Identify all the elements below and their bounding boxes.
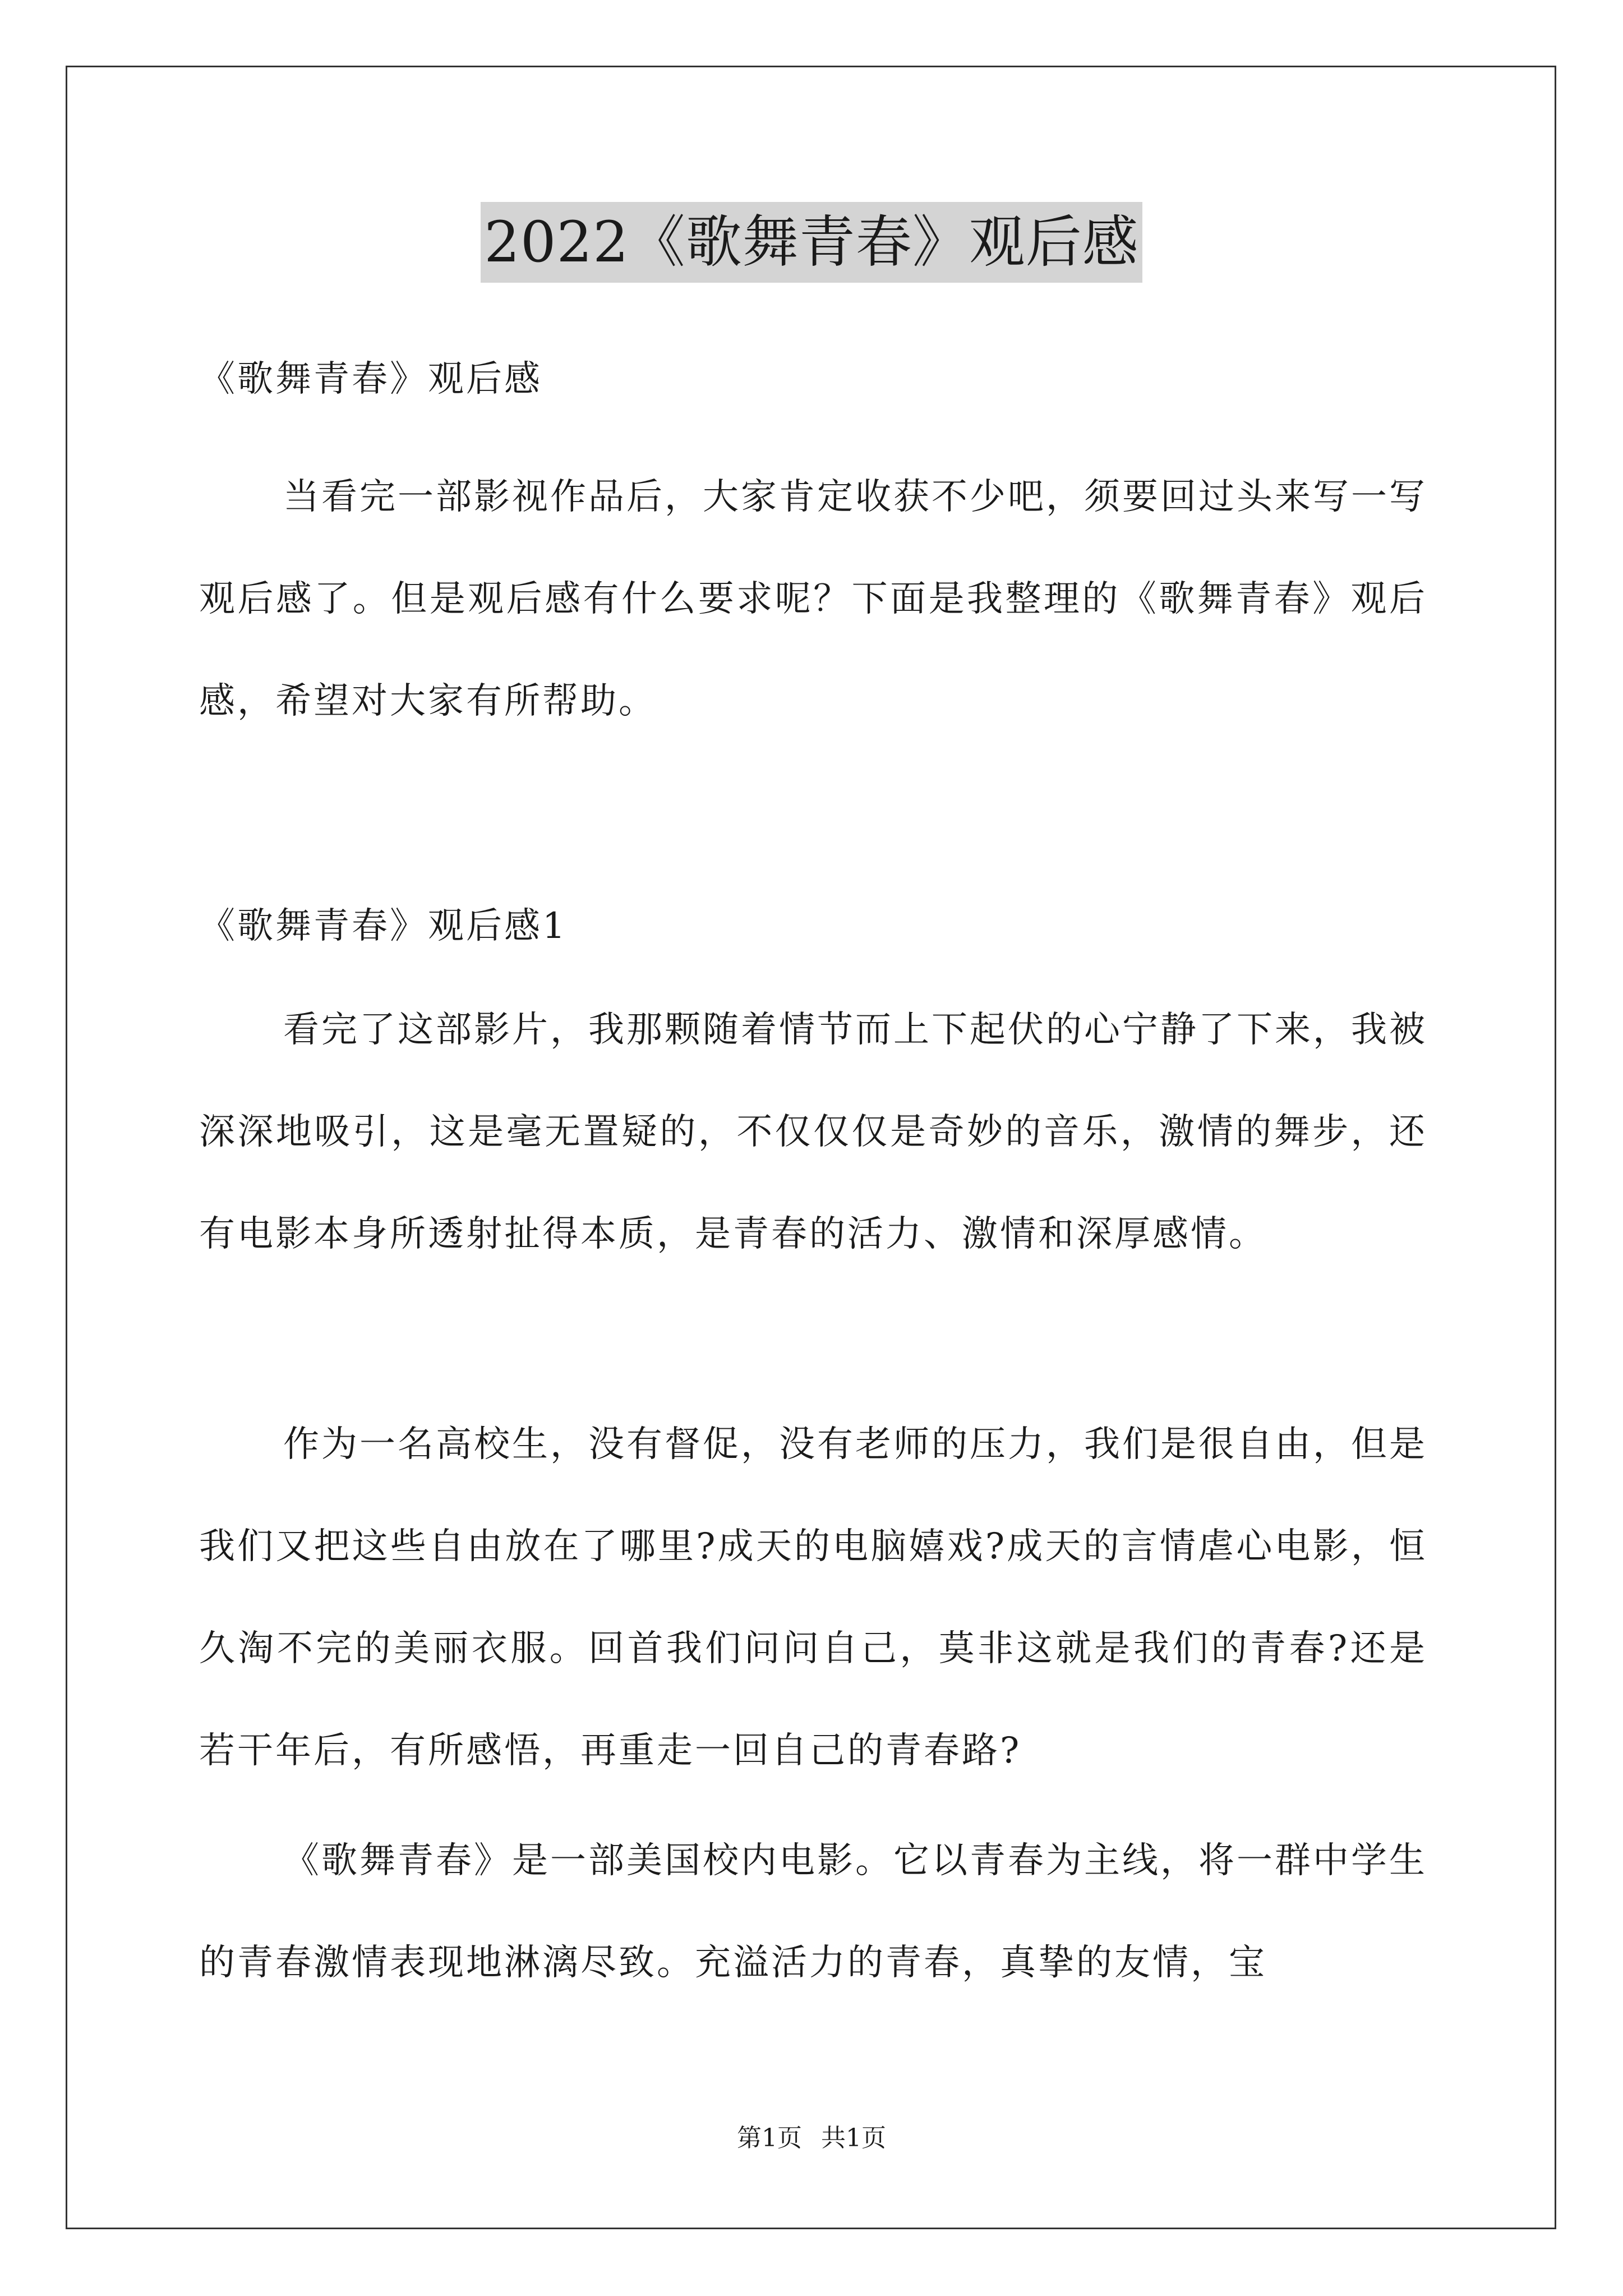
page-footer [0, 2122, 1623, 2155]
body-paragraph-3: 《歌舞青春》是一部美国校内电影。它以青春为主线，将一群中学生的青春激情表现地淋漓尽致。充溢活力的青春，真挚的友情，宝 [199, 1840, 1427, 1984]
page-total: 共1页 [821, 2124, 886, 2152]
document-title: 2022《歌舞青春》观后感 [481, 202, 1142, 283]
section-heading-1: 《歌舞青春》观后感1 [199, 905, 568, 947]
subtitle-heading: 《歌舞青春》观后感 [199, 358, 542, 400]
page-number: 第1页 [737, 2124, 802, 2152]
title-container [0, 202, 1623, 283]
body-paragraph-1: 看完了这部影片，我那颗随着情节而上下起伏的心宁静了下来，我被深深地吸引，这是毫无置疑的，不仅仅仅是奇妙的音乐，激情的舞步，还有电影本身所透射扯得本质，是青春的活力、激情和深厚感情。 [199, 1009, 1427, 1255]
body-paragraph-2: 作为一名高校生，没有督促，没有老师的压力，我们是很自由，但是我们又把这些自由放在了哪里?成天的电脑嬉戏?成天的言情虐心电影，恒久淘不完的美丽衣服。回首我们问问自己，莫非这就是我们的青春?还是若干年后，有所感悟，再重走一回自己的青春路? [199, 1424, 1427, 1772]
intro-paragraph: 当看完一部影视作品后，大家肯定收获不少吧，须要回过头来写一写观后感了。但是观后感有什么要求呢？下面是我整理的《歌舞青春》观后感，希望对大家有所帮助。 [199, 476, 1427, 722]
